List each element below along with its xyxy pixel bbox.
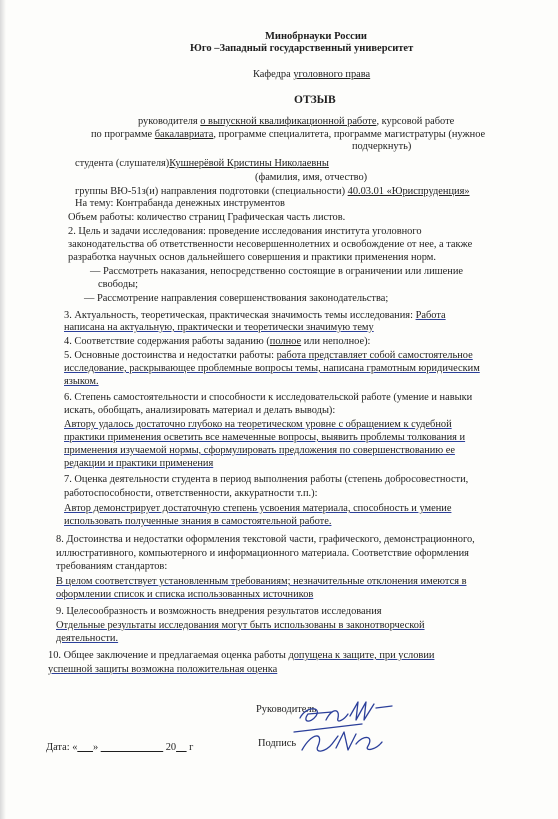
- date-year-blank: __: [176, 742, 187, 753]
- supervisor-label: Руководитель: [256, 704, 317, 715]
- section-5-answer: работа представляет собой самостоятельное: [276, 350, 473, 361]
- section-7-line-1: 7. Оценка деятельности студента в период выполнения работы (степень добросовестности,: [64, 474, 469, 485]
- section-10-line-2: успешной защиты возможна положительная оценка: [48, 664, 278, 675]
- intro-text: , курсовой работе: [376, 116, 455, 127]
- section-4: [64, 336, 370, 348]
- intro-line-2: [91, 129, 485, 141]
- group-text: группы ВЮ-51з(и) направления подготовки (специальности): [75, 186, 348, 197]
- section-7-line-2: работоспособности, ответственности, аккуратности т.п.):: [64, 488, 318, 499]
- section-8-line-3: требованиям стандартов:: [56, 561, 168, 572]
- student-name: Кушнерёвой Кристины Николаевны: [169, 158, 329, 169]
- section-7-line-3: Автор демонстрирует достаточную степень усвоения материала, способность и умение: [64, 503, 452, 514]
- section-6-line-4: практики применения осветить все намеченные вопросы, выявить проблемы толкования и: [64, 432, 466, 443]
- department-name: уголовного права: [293, 69, 371, 80]
- bullet-1-line-2: свободы;: [98, 279, 138, 290]
- intro-text: руководителя: [138, 116, 201, 127]
- program-selected: бакалавриата: [154, 129, 214, 140]
- section-10-answer: допущена к защите, при условии: [288, 650, 435, 661]
- signature-label: Подпись: [258, 738, 297, 749]
- page-title: ОТЗЫВ: [294, 94, 336, 106]
- section-3-line-2: написана на актуальную, практически и теоретически значимую тему: [64, 322, 374, 333]
- direction-code: 40.03.01 «Юриспруденция»: [347, 186, 470, 197]
- department-line: [253, 69, 370, 81]
- section-3-text: 3. Актуальность, теоретическая, практическая значимость темы исследования:: [64, 310, 416, 321]
- student-line: [75, 158, 329, 170]
- section-6-line-3: Автору удалось достаточно глубоко на теоретическом уровне с обращением к судебной: [64, 419, 452, 430]
- section-9-line-1: 9. Целесообразность и возможность внедрения результатов исследования: [56, 606, 382, 617]
- section-4-text: 4. Соответствие содержания работы заданию (: [64, 336, 270, 347]
- date-month-blank: ____________: [100, 742, 164, 753]
- university-name: Юго –Западный государственный университет: [190, 43, 414, 54]
- handwritten-signature: [292, 692, 432, 772]
- date-line: [46, 742, 193, 754]
- section-7-line-4: использовать полученные знания в самостоятельной работе.: [64, 516, 332, 527]
- section-9-line-2: Отдельные результаты исследования могут быть использованы в законотворческой: [56, 620, 425, 631]
- date-suffix: г: [186, 742, 194, 753]
- section-10-text: 10. Общее заключение и предлагаемая оценка работы: [48, 650, 289, 661]
- section-10-line-1: [48, 650, 434, 662]
- section-4-answer: полное: [269, 336, 302, 347]
- section-2-line-1: 2. Цель и задачи исследования: проведение исследования института уголовного: [68, 226, 422, 237]
- section-2-line-3: разработка научных основ дальнейшего совершения и практики применения норм.: [68, 252, 436, 263]
- section-6-line-6: редакции и практики применения: [64, 458, 214, 469]
- work-type-selected: о выпускной квалификационной работе: [200, 116, 377, 127]
- section-5-text: 5. Основные достоинства и недостатки работы:: [64, 350, 277, 361]
- student-label: студента (слушателя): [75, 158, 170, 169]
- section-8-line-1: 8. Достоинства и недостатки оформления текстовой части, графического, демонстрационного,: [56, 534, 475, 545]
- section-9-line-3: деятельности.: [56, 633, 119, 644]
- scan-edge-shadow: [0, 0, 6, 819]
- bullet-1-line-1: — Рассмотреть наказания, непосредственно состоящие в ограничении или лишение: [90, 266, 463, 277]
- volume-line: Объем работы: количество страниц Графическая часть листов.: [68, 212, 346, 223]
- section-6-line-5: применения изучаемой нормы, сформулировать предложения по совершенствованию ее: [64, 445, 455, 456]
- intro-text: , программе специалитета, программе магистратуры (нужное: [213, 129, 486, 140]
- student-hint: (фамилия, имя, отчество): [255, 172, 368, 183]
- ministry-name: Минобрнауки России: [265, 31, 367, 42]
- intro-line-1: [138, 116, 454, 128]
- section-5-line-3: языком.: [64, 376, 99, 387]
- date-year: 20: [163, 742, 177, 753]
- section-3-answer: Работа: [415, 310, 446, 321]
- section-6-line-2: искать, обобщать, анализировать материал и делать выводы):: [64, 405, 336, 416]
- group-line: [75, 186, 470, 198]
- bullet-2: — Рассмотрение направления совершенствования законодательства;: [84, 293, 389, 304]
- section-5-line-1: [64, 350, 473, 362]
- section-2-line-2: законодательства об ответственности несовершеннолетних и освобождение от нее, а также: [68, 239, 473, 250]
- section-4-text: или неполное):: [301, 336, 371, 347]
- intro-line-3: подчеркнуть): [352, 141, 412, 152]
- date-day-blank: ___: [77, 742, 93, 753]
- intro-text: по программе: [91, 129, 155, 140]
- section-6-line-1: 6. Степень самостоятельности и способности к исследовательской работе (умение и навыки: [64, 392, 473, 403]
- section-5-line-2: исследование, раскрывающее проблемные вопросы темы, написана грамотным юридическим: [64, 363, 480, 374]
- section-3-line-1: [64, 310, 446, 322]
- section-8-line-2: иллюстративного, компьютерного и информационного материала. Соответствие оформления: [56, 548, 469, 559]
- department-prefix: Кафедра: [253, 69, 294, 80]
- section-8-line-5: оформлении список и списка использованных источников: [56, 589, 314, 600]
- section-8-line-4: В целом соответствует установленным требованиям; незначительные отклонения имеются в: [56, 576, 467, 587]
- topic-line: На тему: Контрабанда денежных инструментов: [75, 198, 285, 209]
- date-prefix: Дата: «: [46, 742, 78, 753]
- date-separator: »: [92, 742, 101, 753]
